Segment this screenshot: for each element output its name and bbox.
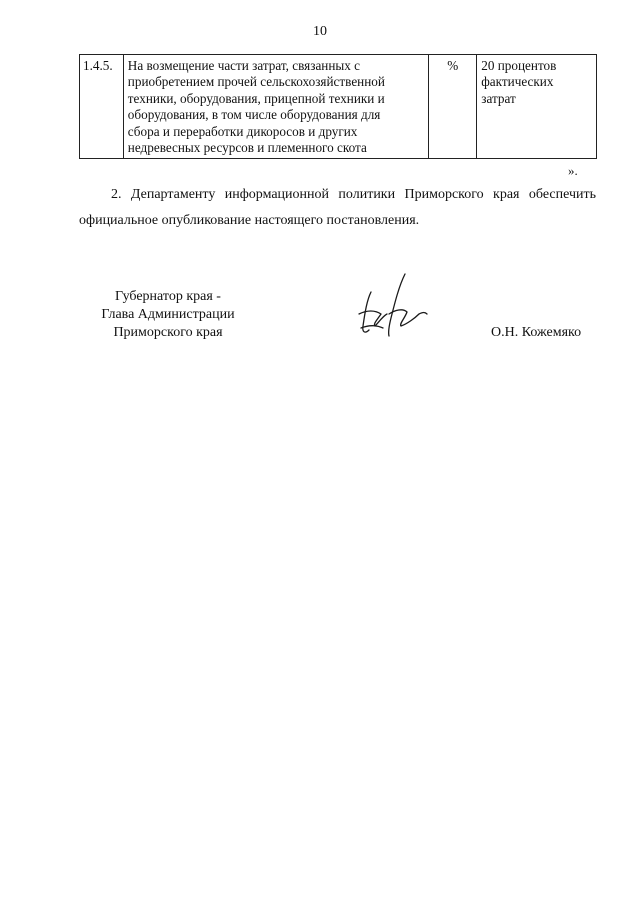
table-row (80, 55, 597, 159)
description-line: приобретением прочей сельскохозяйственной (127, 74, 385, 90)
handwritten-signature (353, 270, 433, 342)
signer-title-line: Приморского края (113, 325, 223, 340)
description-line: оборудования, в том числе оборудования для (127, 107, 381, 123)
row-value (477, 55, 597, 159)
signer-name: О.Н. Кожемяко (491, 325, 582, 340)
row-description (123, 55, 428, 159)
paragraph-2-line-2: официальное опубликование настоящего постановления. (79, 213, 420, 228)
subsidy-table (79, 54, 597, 159)
signer-title (79, 288, 257, 342)
description-line: недревесных ресурсов и племенного скота (127, 140, 367, 156)
description-line: сбора и переработки дикоросов и других (127, 123, 358, 139)
closing-quote: ». (568, 163, 578, 178)
page-number: 10 (313, 24, 327, 39)
description-line: техники, оборудования, прицепной техники и (127, 90, 385, 106)
paragraph-2-line-1: 2. Департаменту информационной политики Приморского края обеспечить (111, 187, 596, 202)
value-line: затрат (481, 90, 516, 106)
signer-title-line: Глава Администрации (101, 307, 235, 322)
value-line: фактических (481, 74, 554, 90)
row-number: 1.4.5. (80, 55, 124, 159)
value-line: 20 процентов (481, 58, 557, 73)
description-line: На возмещение части затрат, связанных с (127, 58, 361, 73)
row-unit: % (429, 55, 477, 159)
signer-title-line: Губернатор края - (115, 289, 221, 304)
